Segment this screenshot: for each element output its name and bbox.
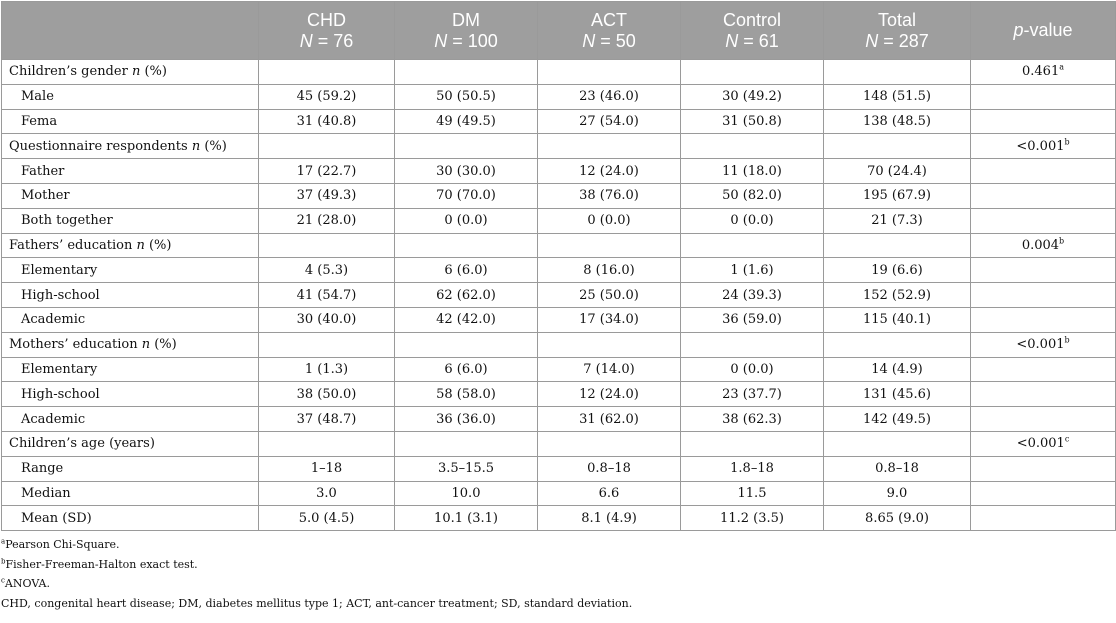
value-cell: 115 (40.1) — [824, 307, 971, 332]
table-row — [2, 357, 1116, 382]
p-value-cell-empty — [971, 307, 1116, 332]
p-value-cell — [971, 431, 1116, 456]
value-cell: 17 (22.7) — [259, 159, 395, 184]
empty-cell — [538, 60, 681, 85]
empty-cell — [538, 431, 681, 456]
p-value-cell-empty — [971, 456, 1116, 481]
empty-cell — [259, 60, 395, 85]
value-cell: 50 (82.0) — [681, 183, 824, 208]
row-label: Father — [2, 159, 259, 184]
footnote — [1, 535, 1101, 555]
p-value-footnote-mark: b — [1064, 335, 1070, 345]
value-cell: 131 (45.6) — [824, 382, 971, 407]
value-cell: 0 (0.0) — [538, 208, 681, 233]
value-cell: 23 (37.7) — [681, 382, 824, 407]
p-value-cell-empty — [971, 208, 1116, 233]
p-value-footnote-mark: b — [1064, 137, 1070, 147]
value-cell: 5.0 (4.5) — [259, 506, 395, 531]
value-cell: 36 (36.0) — [395, 407, 538, 432]
p-value-footnote-mark: b — [1059, 236, 1065, 246]
table-row — [2, 307, 1116, 332]
table-row — [2, 481, 1116, 506]
table-row — [2, 109, 1116, 134]
footnote-mark: c — [1, 576, 5, 585]
header-pvalue — [971, 2, 1116, 60]
header-n-label: N — [434, 30, 448, 51]
value-cell: 0 (0.0) — [395, 208, 538, 233]
section-label-text: Children’s gender — [9, 64, 132, 80]
header-n-value: = 100 — [452, 30, 498, 51]
table-row — [2, 283, 1116, 308]
section-label-n: n — [131, 64, 141, 80]
section-label-suffix: (%) — [150, 337, 177, 353]
header-pvalue-italic: p — [1013, 20, 1024, 40]
value-cell: 31 (50.8) — [681, 109, 824, 134]
empty-cell — [259, 134, 395, 159]
value-cell: 42 (42.0) — [395, 307, 538, 332]
section-header-row — [2, 233, 1116, 258]
footnote — [1, 594, 1101, 614]
value-cell: 11.2 (3.5) — [681, 506, 824, 531]
value-cell: 37 (48.7) — [259, 407, 395, 432]
p-value-cell-empty — [971, 407, 1116, 432]
table-row — [2, 506, 1116, 531]
value-cell: 8 (16.0) — [538, 258, 681, 283]
section-label-n: n — [191, 138, 201, 154]
p-value: <0.001 — [1016, 138, 1065, 154]
value-cell: 10.0 — [395, 481, 538, 506]
p-value-cell-empty — [971, 357, 1116, 382]
header-total — [824, 2, 971, 60]
header-col-name: ACT — [591, 9, 627, 30]
empty-cell — [259, 431, 395, 456]
value-cell: 30 (49.2) — [681, 84, 824, 109]
value-cell: 3.5–15.5 — [395, 456, 538, 481]
row-label: Academic — [2, 307, 259, 332]
value-cell: 6 (6.0) — [395, 357, 538, 382]
p-value-cell-empty — [971, 159, 1116, 184]
section-header-row — [2, 134, 1116, 159]
table-row — [2, 382, 1116, 407]
row-label: Male — [2, 84, 259, 109]
section-label-cell — [2, 134, 259, 159]
section-label-text: Questionnaire respondents — [9, 138, 192, 154]
header-col-name: DM — [452, 9, 480, 30]
p-value: 0.461 — [1022, 64, 1060, 80]
p-value-cell — [971, 60, 1116, 85]
value-cell: 1–18 — [259, 456, 395, 481]
value-cell: 70 (24.4) — [824, 159, 971, 184]
empty-cell — [824, 332, 971, 357]
row-label: Elementary — [2, 258, 259, 283]
table-row — [2, 258, 1116, 283]
empty-cell — [259, 233, 395, 258]
value-cell: 1 (1.6) — [681, 258, 824, 283]
row-label: Mean (SD) — [2, 506, 259, 531]
row-label: Academic — [2, 407, 259, 432]
value-cell: 12 (24.0) — [538, 159, 681, 184]
empty-cell — [681, 431, 824, 456]
row-label: High-school — [2, 283, 259, 308]
header-act — [538, 2, 681, 60]
p-value-footnote-mark: c — [1064, 435, 1070, 445]
row-label: Range — [2, 456, 259, 481]
p-value: 0.004 — [1021, 237, 1060, 253]
section-label-text: Children’s age (years) — [9, 436, 155, 452]
demographics-table — [1, 1, 1116, 531]
empty-cell — [681, 233, 824, 258]
value-cell: 148 (51.5) — [824, 84, 971, 109]
value-cell: 38 (62.3) — [681, 407, 824, 432]
row-label: Both together — [2, 208, 259, 233]
footnote-mark: a — [1, 537, 6, 546]
value-cell: 31 (40.8) — [259, 109, 395, 134]
header-blank-cell — [2, 2, 259, 60]
p-value-cell — [971, 134, 1116, 159]
section-header-row — [2, 60, 1116, 85]
value-cell: 195 (67.9) — [824, 183, 971, 208]
value-cell: 1 (1.3) — [259, 357, 395, 382]
empty-cell — [395, 60, 538, 85]
value-cell: 8.1 (4.9) — [538, 506, 681, 531]
row-label: Fema — [2, 109, 259, 134]
footnote — [1, 555, 1101, 575]
value-cell: 0.8–18 — [824, 456, 971, 481]
empty-cell — [681, 134, 824, 159]
value-cell: 9.0 — [824, 481, 971, 506]
empty-cell — [395, 332, 538, 357]
value-cell: 10.1 (3.1) — [395, 506, 538, 531]
section-label-text: Fathers’ education — [9, 237, 137, 253]
value-cell: 14 (4.9) — [824, 357, 971, 382]
empty-cell — [259, 332, 395, 357]
footnote — [1, 574, 1101, 594]
header-n-value: = 287 — [883, 30, 929, 51]
value-cell: 12 (24.0) — [538, 382, 681, 407]
section-header-row — [2, 431, 1116, 456]
empty-cell — [538, 134, 681, 159]
header-pvalue-rest: -value — [1023, 20, 1073, 40]
value-cell: 21 (28.0) — [259, 208, 395, 233]
header-dm — [395, 2, 538, 60]
value-cell: 38 (76.0) — [538, 183, 681, 208]
value-cell: 4 (5.3) — [259, 258, 395, 283]
empty-cell — [824, 233, 971, 258]
section-label-n: n — [136, 237, 145, 253]
value-cell: 31 (62.0) — [538, 407, 681, 432]
table-row — [2, 456, 1116, 481]
footnote-text: ANOVA. — [4, 577, 50, 590]
header-n-label: N — [299, 30, 313, 51]
value-cell: 11.5 — [681, 481, 824, 506]
section-label-cell — [2, 233, 259, 258]
value-cell: 36 (59.0) — [681, 307, 824, 332]
section-label-cell — [2, 431, 259, 456]
header-n-label: N — [865, 30, 879, 51]
value-cell: 0 (0.0) — [681, 208, 824, 233]
header-chd — [259, 2, 395, 60]
empty-cell — [538, 233, 681, 258]
value-cell: 30 (40.0) — [259, 307, 395, 332]
row-label: Mother — [2, 183, 259, 208]
empty-cell — [681, 332, 824, 357]
p-value-footnote-mark: a — [1059, 63, 1064, 73]
header-n-value: = 50 — [600, 30, 636, 51]
header-row — [2, 2, 1116, 60]
p-value-cell-empty — [971, 382, 1116, 407]
footnote-text: Fisher-Freeman-Halton exact test. — [5, 557, 198, 571]
value-cell: 8.65 (9.0) — [824, 506, 971, 531]
value-cell: 25 (50.0) — [538, 283, 681, 308]
table-row — [2, 208, 1116, 233]
value-cell: 62 (62.0) — [395, 283, 538, 308]
p-value-cell-empty — [971, 183, 1116, 208]
empty-cell — [681, 60, 824, 85]
value-cell: 1.8–18 — [681, 456, 824, 481]
table-row — [2, 84, 1116, 109]
value-cell: 3.0 — [259, 481, 395, 506]
value-cell: 17 (34.0) — [538, 307, 681, 332]
section-label-text: Mothers’ education — [9, 337, 142, 353]
value-cell: 38 (50.0) — [259, 382, 395, 407]
row-label: High-school — [2, 382, 259, 407]
header-n-label: N — [725, 30, 739, 51]
value-cell: 50 (50.5) — [395, 84, 538, 109]
value-cell: 30 (30.0) — [395, 159, 538, 184]
section-label-cell — [2, 332, 259, 357]
value-cell: 21 (7.3) — [824, 208, 971, 233]
empty-cell — [395, 431, 538, 456]
value-cell: 19 (6.6) — [824, 258, 971, 283]
p-value-cell — [971, 332, 1116, 357]
value-cell: 24 (39.3) — [681, 283, 824, 308]
section-label-suffix: (%) — [140, 64, 167, 80]
p-value-cell-empty — [971, 283, 1116, 308]
empty-cell — [538, 332, 681, 357]
value-cell: 37 (49.3) — [259, 183, 395, 208]
value-cell: 7 (14.0) — [538, 357, 681, 382]
table-row — [2, 159, 1116, 184]
section-label-suffix: (%) — [144, 237, 172, 253]
header-n-value: = 61 — [743, 30, 779, 51]
footnote-text: CHD, congenital heart disease; DM, diabetes mellitus type 1; ACT, ant-cancer treatment; SD, standard deviation. — [1, 596, 633, 610]
header-col-name: Control — [722, 9, 782, 30]
table-row — [2, 183, 1116, 208]
header-col-name: Total — [877, 9, 917, 30]
footnote-mark: b — [1, 556, 6, 565]
footnote-text: Pearson Chi-Square. — [5, 538, 120, 551]
p-value-cell-empty — [971, 506, 1116, 531]
value-cell: 6.6 — [538, 481, 681, 506]
header-col-name: CHD — [307, 9, 346, 30]
value-cell: 23 (46.0) — [538, 84, 681, 109]
p-value-cell-empty — [971, 109, 1116, 134]
p-value-cell-empty — [971, 481, 1116, 506]
value-cell: 0 (0.0) — [681, 357, 824, 382]
value-cell: 0.8–18 — [538, 456, 681, 481]
section-label-suffix: (%) — [200, 138, 227, 154]
value-cell: 49 (49.5) — [395, 109, 538, 134]
table-footnotes — [1, 535, 1101, 613]
p-value: <0.001 — [1016, 436, 1065, 452]
section-header-row — [2, 332, 1116, 357]
value-cell: 11 (18.0) — [681, 159, 824, 184]
row-label: Median — [2, 481, 259, 506]
row-label: Elementary — [2, 357, 259, 382]
empty-cell — [395, 134, 538, 159]
empty-cell — [824, 431, 971, 456]
p-value-cell-empty — [971, 258, 1116, 283]
value-cell: 142 (49.5) — [824, 407, 971, 432]
p-value-cell — [971, 233, 1116, 258]
table-body — [2, 60, 1116, 531]
value-cell: 152 (52.9) — [824, 283, 971, 308]
table-row — [2, 407, 1116, 432]
p-value-cell-empty — [971, 84, 1116, 109]
value-cell: 41 (54.7) — [259, 283, 395, 308]
value-cell: 27 (54.0) — [538, 109, 681, 134]
value-cell: 138 (48.5) — [824, 109, 971, 134]
value-cell: 45 (59.2) — [259, 84, 395, 109]
empty-cell — [395, 233, 538, 258]
empty-cell — [824, 60, 971, 85]
empty-cell — [824, 134, 971, 159]
p-value: <0.001 — [1016, 337, 1065, 353]
header-n-label: N — [582, 30, 596, 51]
value-cell: 70 (70.0) — [395, 183, 538, 208]
header-n-value: = 76 — [317, 30, 354, 51]
value-cell: 6 (6.0) — [395, 258, 538, 283]
header-control — [681, 2, 824, 60]
section-label-n: n — [141, 337, 151, 353]
section-label-cell — [2, 60, 259, 85]
value-cell: 58 (58.0) — [395, 382, 538, 407]
